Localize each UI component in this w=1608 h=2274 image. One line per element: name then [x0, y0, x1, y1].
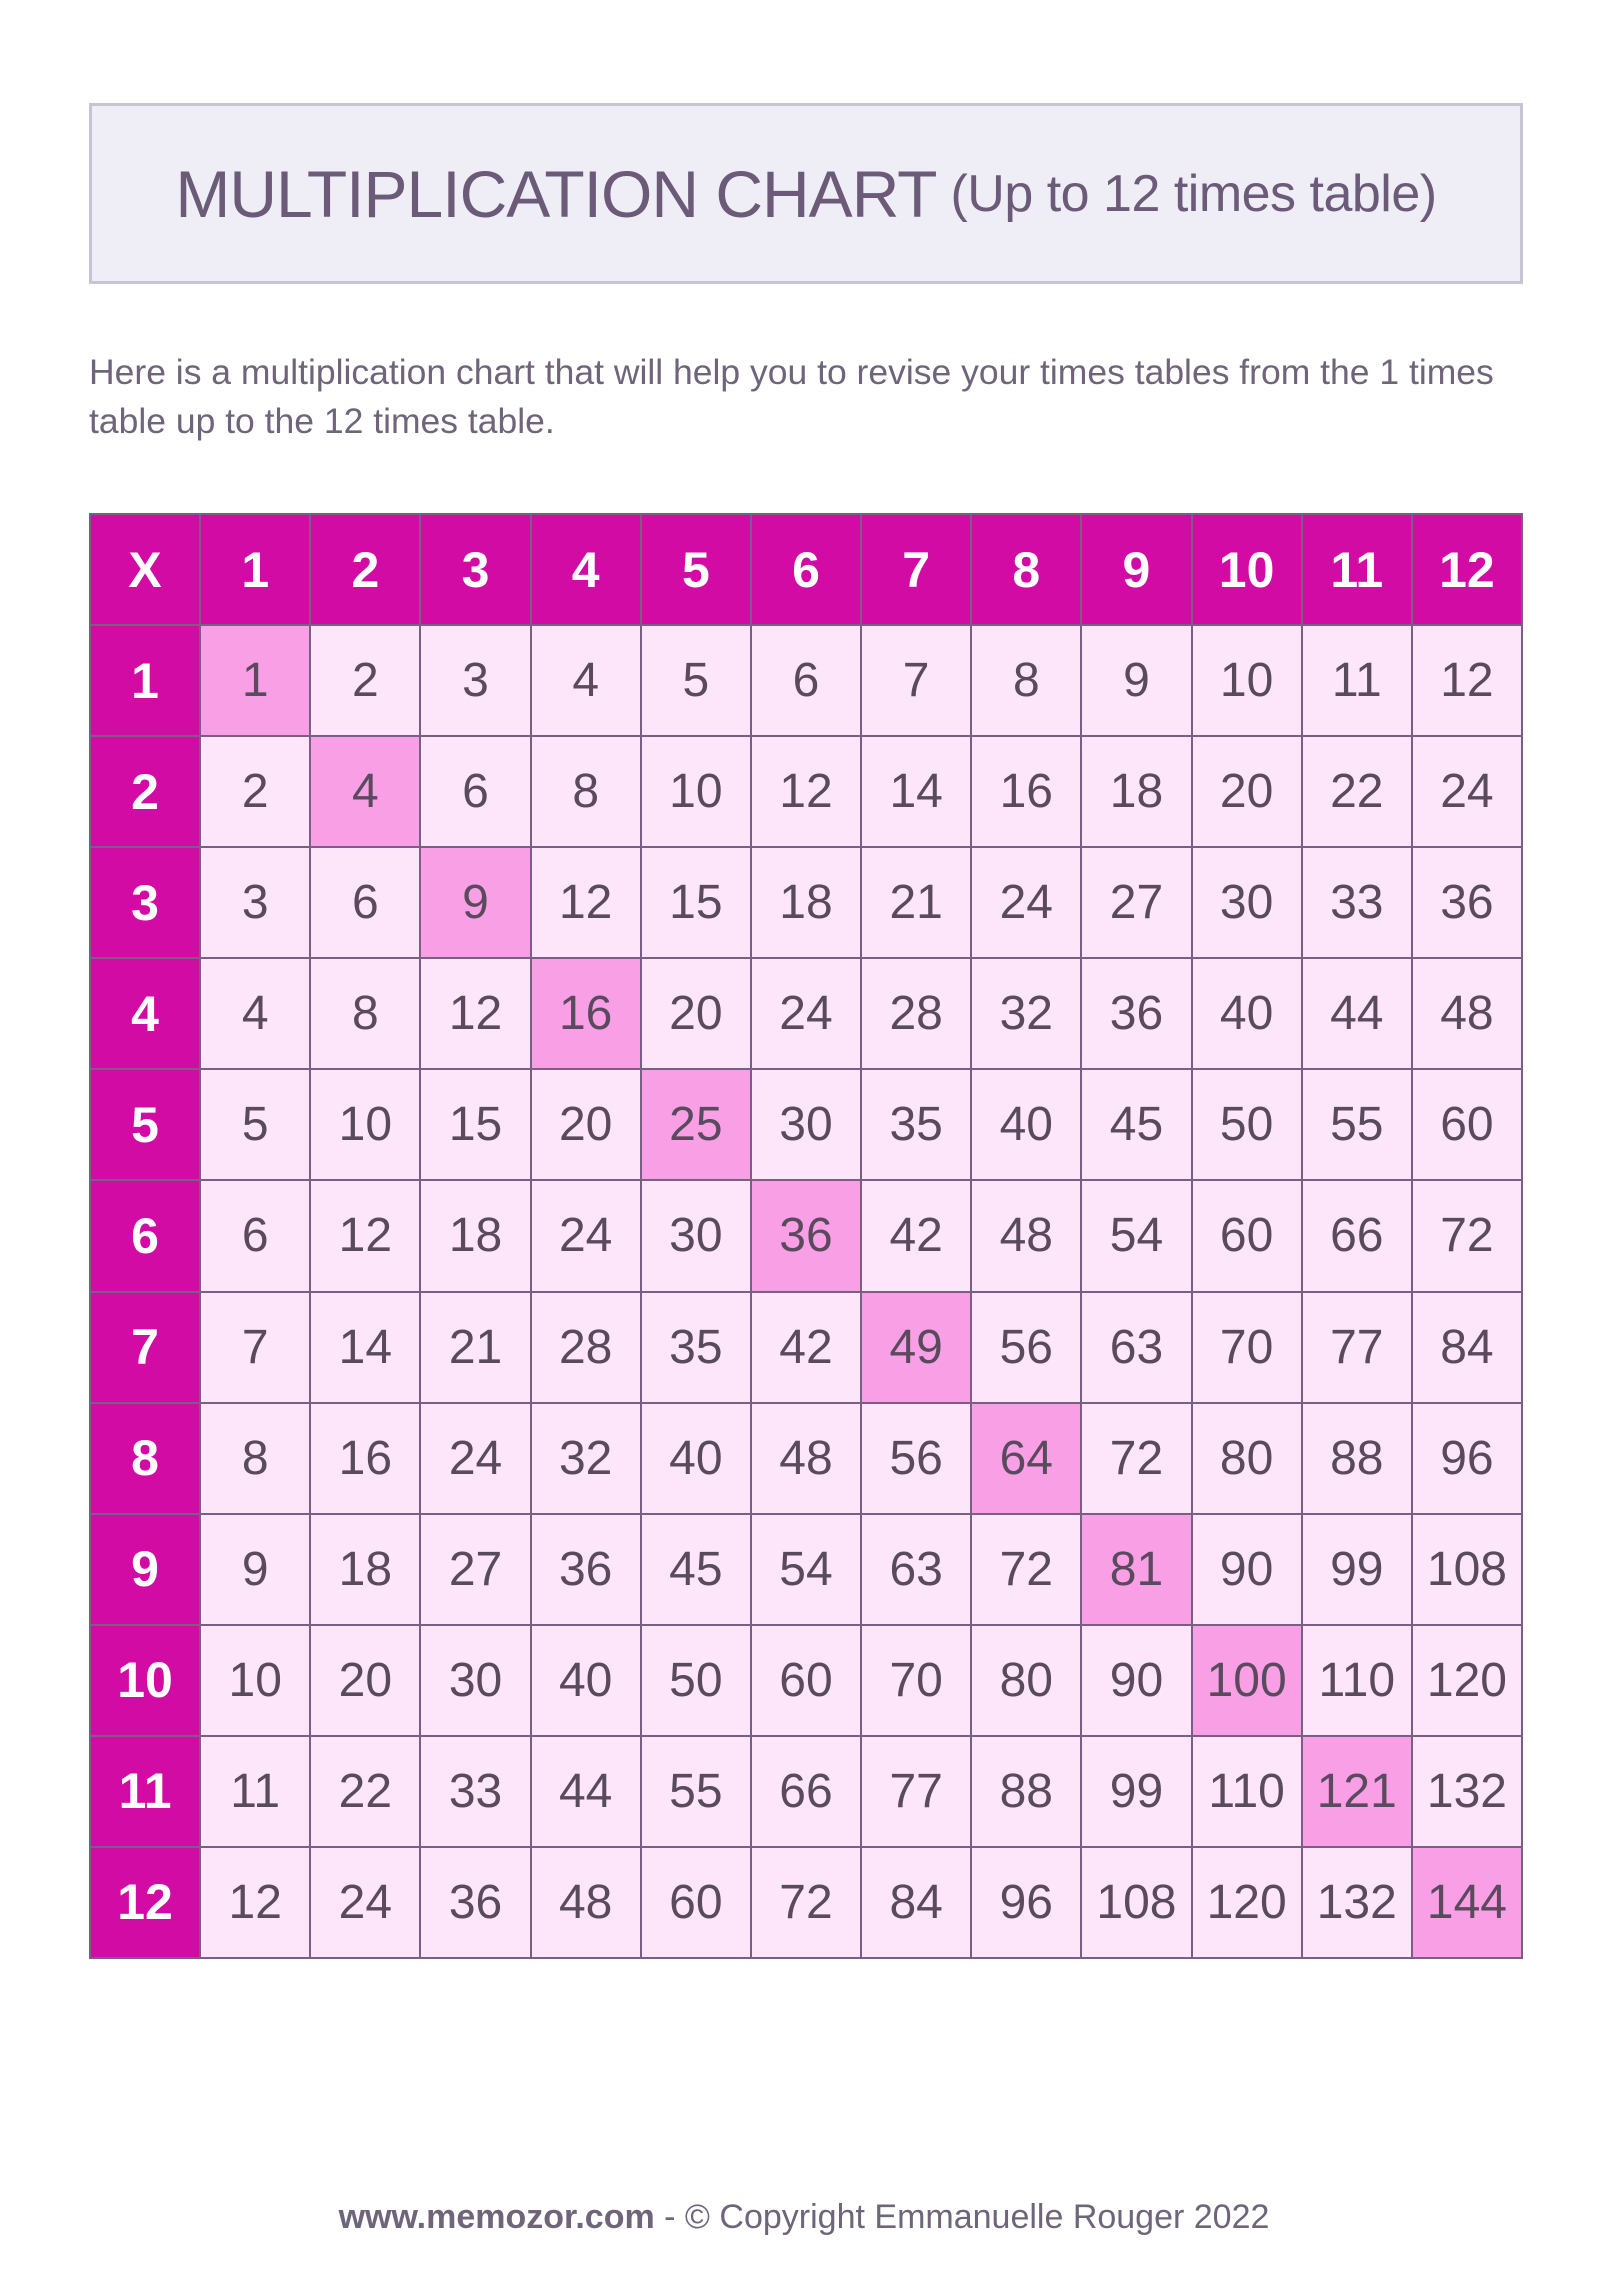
product-cell: 36	[421, 1848, 529, 1957]
product-cell: 32	[532, 1404, 640, 1513]
product-cell: 18	[311, 1515, 419, 1624]
product-cell: 40	[532, 1626, 640, 1735]
column-header: 9	[1082, 515, 1190, 624]
product-cell: 9	[1082, 626, 1190, 735]
product-cell: 48	[532, 1848, 640, 1957]
product-cell: 6	[311, 848, 419, 957]
column-header: 5	[642, 515, 750, 624]
square-cell: 100	[1193, 1626, 1301, 1735]
corner-header: X	[91, 515, 199, 624]
product-cell: 4	[532, 626, 640, 735]
square-cell: 16	[532, 959, 640, 1068]
product-cell: 12	[311, 1181, 419, 1290]
product-cell: 16	[972, 737, 1080, 846]
product-cell: 27	[1082, 848, 1190, 957]
product-cell: 20	[311, 1626, 419, 1735]
intro-text: Here is a multiplication chart that will help you to revise your times tables from the 1 times table up to the 12 times table.	[89, 352, 1494, 441]
square-cell: 1	[201, 626, 309, 735]
product-cell: 42	[752, 1293, 860, 1402]
product-cell: 24	[1413, 737, 1521, 846]
product-cell: 8	[532, 737, 640, 846]
product-cell: 24	[421, 1404, 529, 1513]
product-cell: 14	[311, 1293, 419, 1402]
product-cell: 30	[642, 1181, 750, 1290]
column-header: 11	[1303, 515, 1411, 624]
product-cell: 42	[862, 1181, 970, 1290]
product-cell: 24	[532, 1181, 640, 1290]
product-cell: 72	[1413, 1181, 1521, 1290]
product-cell: 110	[1303, 1626, 1411, 1735]
product-cell: 120	[1413, 1626, 1521, 1735]
product-cell: 20	[1193, 737, 1301, 846]
product-cell: 110	[1193, 1737, 1301, 1846]
product-cell: 30	[421, 1626, 529, 1735]
product-cell: 55	[642, 1737, 750, 1846]
square-cell: 81	[1082, 1515, 1190, 1624]
product-cell: 7	[201, 1293, 309, 1402]
product-cell: 72	[1082, 1404, 1190, 1513]
product-cell: 21	[421, 1293, 529, 1402]
column-header: 8	[972, 515, 1080, 624]
product-cell: 96	[1413, 1404, 1521, 1513]
product-cell: 80	[1193, 1404, 1301, 1513]
column-header: 12	[1413, 515, 1521, 624]
product-cell: 11	[1303, 626, 1411, 735]
product-cell: 40	[972, 1070, 1080, 1179]
product-cell: 90	[1082, 1626, 1190, 1735]
product-cell: 56	[862, 1404, 970, 1513]
product-cell: 15	[642, 848, 750, 957]
product-cell: 108	[1413, 1515, 1521, 1624]
product-cell: 60	[1413, 1070, 1521, 1179]
product-cell: 80	[972, 1626, 1080, 1735]
product-cell: 7	[862, 626, 970, 735]
product-cell: 44	[1303, 959, 1411, 1068]
product-cell: 70	[862, 1626, 970, 1735]
product-cell: 20	[532, 1070, 640, 1179]
product-cell: 55	[1303, 1070, 1411, 1179]
product-cell: 36	[1413, 848, 1521, 957]
product-cell: 66	[1303, 1181, 1411, 1290]
product-cell: 60	[1193, 1181, 1301, 1290]
product-cell: 72	[972, 1515, 1080, 1624]
product-cell: 8	[311, 959, 419, 1068]
product-cell: 88	[1303, 1404, 1411, 1513]
product-cell: 22	[1303, 737, 1411, 846]
title-box	[89, 103, 1523, 284]
product-cell: 84	[1413, 1293, 1521, 1402]
product-cell: 18	[1082, 737, 1190, 846]
product-cell: 28	[862, 959, 970, 1068]
product-cell: 3	[421, 626, 529, 735]
product-cell: 10	[1193, 626, 1301, 735]
product-cell: 54	[1082, 1181, 1190, 1290]
square-cell: 9	[421, 848, 529, 957]
product-cell: 99	[1303, 1515, 1411, 1624]
footer-copyright: - © Copyright Emmanuelle Rouger 2022	[654, 2198, 1270, 2236]
product-cell: 60	[642, 1848, 750, 1957]
product-cell: 18	[752, 848, 860, 957]
product-cell: 60	[752, 1626, 860, 1735]
square-cell: 121	[1303, 1737, 1411, 1846]
product-cell: 4	[201, 959, 309, 1068]
product-cell: 6	[201, 1181, 309, 1290]
product-cell: 132	[1413, 1737, 1521, 1846]
column-header: 10	[1193, 515, 1301, 624]
row-header: 6	[91, 1181, 199, 1290]
row-header: 9	[91, 1515, 199, 1624]
product-cell: 40	[642, 1404, 750, 1513]
product-cell: 6	[752, 626, 860, 735]
page-title: MULTIPLICATION CHART	[175, 156, 937, 231]
product-cell: 36	[1082, 959, 1190, 1068]
product-cell: 12	[201, 1848, 309, 1957]
row-header: 3	[91, 848, 199, 957]
product-cell: 45	[642, 1515, 750, 1624]
product-cell: 132	[1303, 1848, 1411, 1957]
square-cell: 49	[862, 1293, 970, 1402]
product-cell: 10	[311, 1070, 419, 1179]
product-cell: 48	[972, 1181, 1080, 1290]
row-header: 1	[91, 626, 199, 735]
product-cell: 21	[862, 848, 970, 957]
product-cell: 70	[1193, 1293, 1301, 1402]
column-header: 3	[421, 515, 529, 624]
product-cell: 48	[1413, 959, 1521, 1068]
product-cell: 3	[201, 848, 309, 957]
product-cell: 28	[532, 1293, 640, 1402]
product-cell: 24	[752, 959, 860, 1068]
product-cell: 36	[532, 1515, 640, 1624]
product-cell: 27	[421, 1515, 529, 1624]
product-cell: 12	[752, 737, 860, 846]
product-cell: 44	[532, 1737, 640, 1846]
product-cell: 18	[421, 1181, 529, 1290]
product-cell: 11	[201, 1737, 309, 1846]
square-cell: 4	[311, 737, 419, 846]
product-cell: 77	[862, 1737, 970, 1846]
product-cell: 108	[1082, 1848, 1190, 1957]
product-cell: 72	[752, 1848, 860, 1957]
product-cell: 35	[862, 1070, 970, 1179]
column-header: 4	[532, 515, 640, 624]
product-cell: 66	[752, 1737, 860, 1846]
product-cell: 12	[421, 959, 529, 1068]
product-cell: 10	[642, 737, 750, 846]
product-cell: 40	[1193, 959, 1301, 1068]
square-cell: 25	[642, 1070, 750, 1179]
square-cell: 64	[972, 1404, 1080, 1513]
product-cell: 8	[201, 1404, 309, 1513]
product-cell: 15	[421, 1070, 529, 1179]
row-header: 4	[91, 959, 199, 1068]
column-header: 2	[311, 515, 419, 624]
product-cell: 33	[1303, 848, 1411, 957]
product-cell: 96	[972, 1848, 1080, 1957]
column-header: 7	[862, 515, 970, 624]
product-cell: 90	[1193, 1515, 1301, 1624]
product-cell: 63	[862, 1515, 970, 1624]
product-cell: 50	[1193, 1070, 1301, 1179]
product-cell: 32	[972, 959, 1080, 1068]
product-cell: 33	[421, 1737, 529, 1846]
product-cell: 22	[311, 1737, 419, 1846]
product-cell: 99	[1082, 1737, 1190, 1846]
row-header: 5	[91, 1070, 199, 1179]
row-header: 11	[91, 1737, 199, 1846]
product-cell: 56	[972, 1293, 1080, 1402]
product-cell: 63	[1082, 1293, 1190, 1402]
product-cell: 45	[1082, 1070, 1190, 1179]
product-cell: 30	[1193, 848, 1301, 957]
product-cell: 35	[642, 1293, 750, 1402]
column-header: 1	[201, 515, 309, 624]
product-cell: 77	[1303, 1293, 1411, 1402]
product-cell: 16	[311, 1404, 419, 1513]
product-cell: 48	[752, 1404, 860, 1513]
product-cell: 2	[311, 626, 419, 735]
footer	[0, 2198, 1608, 2237]
product-cell: 12	[1413, 626, 1521, 735]
product-cell: 88	[972, 1737, 1080, 1846]
row-header: 7	[91, 1293, 199, 1402]
product-cell: 2	[201, 737, 309, 846]
product-cell: 5	[642, 626, 750, 735]
column-header: 6	[752, 515, 860, 624]
product-cell: 20	[642, 959, 750, 1068]
row-header: 10	[91, 1626, 199, 1735]
product-cell: 12	[532, 848, 640, 957]
page-subtitle: (Up to 12 times table)	[950, 164, 1437, 223]
square-cell: 36	[752, 1181, 860, 1290]
footer-site-link[interactable]: www.memozor.com	[338, 2198, 655, 2236]
product-cell: 24	[311, 1848, 419, 1957]
product-cell: 24	[972, 848, 1080, 957]
product-cell: 30	[752, 1070, 860, 1179]
row-header: 8	[91, 1404, 199, 1513]
product-cell: 6	[421, 737, 529, 846]
multiplication-table	[89, 513, 1523, 1959]
product-cell: 5	[201, 1070, 309, 1179]
row-header: 12	[91, 1848, 199, 1957]
product-cell: 8	[972, 626, 1080, 735]
product-cell: 14	[862, 737, 970, 846]
square-cell: 144	[1413, 1848, 1521, 1957]
product-cell: 54	[752, 1515, 860, 1624]
product-cell: 120	[1193, 1848, 1301, 1957]
product-cell: 10	[201, 1626, 309, 1735]
row-header: 2	[91, 737, 199, 846]
product-cell: 9	[201, 1515, 309, 1624]
product-cell: 50	[642, 1626, 750, 1735]
product-cell: 84	[862, 1848, 970, 1957]
